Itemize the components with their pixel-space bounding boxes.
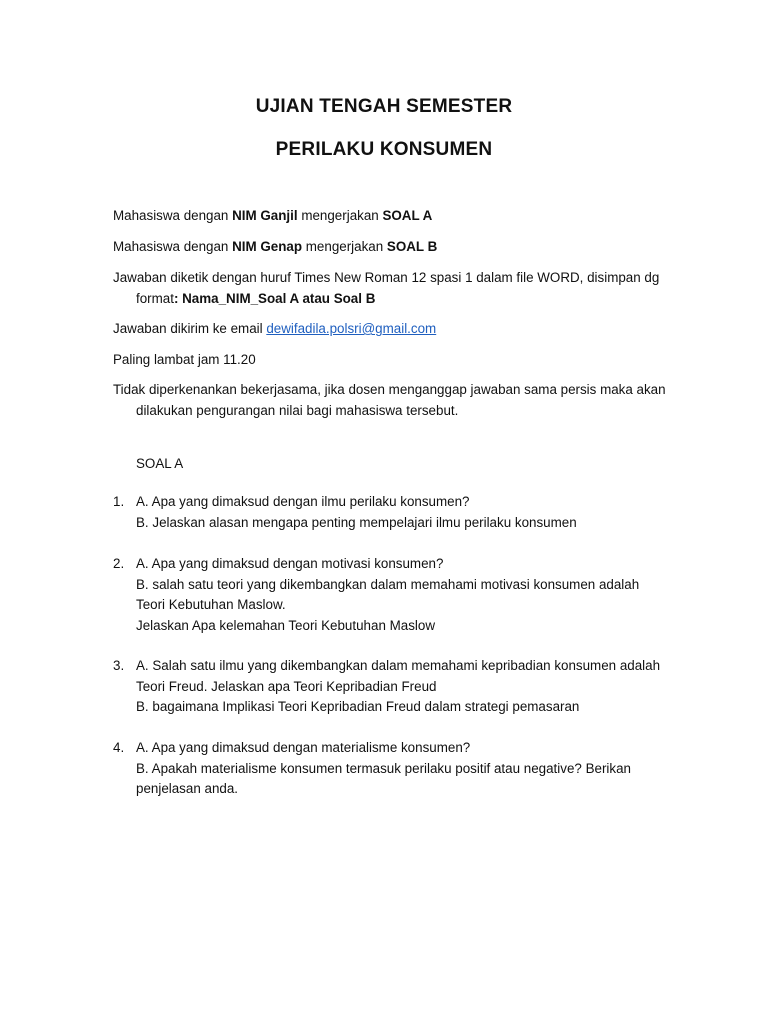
format-line-1: Jawaban diketik dengan huruf Times New Roman 12 spasi 1 dalam file WORD, disimpan dg [113, 270, 660, 285]
question-number: 2. [113, 556, 125, 571]
instruction-rule [113, 379, 693, 421]
email-link[interactable]: dewifadila.polsri@gmail.com [266, 321, 437, 336]
instruction-ganjil [113, 205, 693, 226]
instruction-format [113, 267, 693, 309]
instruction-text: Mahasiswa dengan [113, 208, 233, 223]
question-line: A. Salah satu ilmu yang dikembangkan dalam memahami kepribadian konsumen adalah [136, 658, 661, 673]
format-label: format [136, 291, 174, 306]
rule-line-1: Tidak diperkenankan bekerjasama, jika dosen menganggap jawaban sama persis maka akan [113, 382, 666, 397]
question-line: Jelaskan Apa kelemahan Teori Kebutuhan Maslow [136, 617, 435, 633]
instruction-nim: NIM Ganjil [232, 208, 298, 223]
instruction-text: mengerjakan [297, 208, 383, 223]
question-number: 4. [113, 740, 125, 755]
question-line: B. Apakah materialisme konsumen termasuk perilaku positif atau negative? Berikan [136, 760, 631, 776]
instruction-deadline: Paling lambat jam 11.20 [113, 352, 256, 367]
question-number: 3. [113, 658, 125, 673]
page-subtitle: PERILAKU KONSUMEN [275, 139, 493, 160]
page-title: UJIAN TENGAH SEMESTER [255, 96, 513, 117]
question-line: A. Apa yang dimaksud dengan materialisme konsumen? [136, 740, 471, 755]
instruction-nim: NIM Genap [232, 239, 303, 254]
format-line-2 [113, 288, 693, 309]
question-line: B. Jelaskan alasan mengapa penting mempelajari ilmu perilaku konsumen [136, 514, 577, 530]
question-line: B. bagaimana Implikasi Teori Kepribadian Freud dalam strategi pemasaran [136, 699, 580, 714]
question-line: Teori Freud. Jelaskan apa Teori Kepribadian Freud [136, 678, 437, 694]
question-item [113, 656, 693, 718]
instruction-soal: SOAL B [386, 239, 438, 254]
question-line: penjelasan anda. [136, 781, 239, 796]
question-line: Teori Kebutuhan Maslow. [136, 597, 286, 612]
instruction-email [113, 318, 693, 339]
email-label: Jawaban dikirim ke email [113, 321, 267, 336]
question-item [113, 738, 693, 800]
format-filename: : Nama_NIM_Soal A atau Soal B [173, 291, 376, 306]
instruction-text: mengerjakan [302, 239, 387, 254]
instruction-text: Mahasiswa dengan [113, 239, 233, 254]
question-line: A. Apa yang dimaksud dengan ilmu perilaku konsumen? [136, 494, 470, 509]
question-line: A. Apa yang dimaksud dengan motivasi konsumen? [136, 556, 444, 571]
instruction-genap [113, 236, 693, 257]
question-item [113, 554, 693, 636]
rule-line-2: dilakukan pengurangan nilai bagi mahasiswa tersebut. [136, 403, 459, 418]
question-item [113, 492, 693, 533]
question-line: B. salah satu teori yang dikembangkan dalam memahami motivasi konsumen adalah [136, 576, 640, 592]
question-number: 1. [113, 494, 125, 509]
instruction-soal: SOAL A [382, 208, 433, 223]
soal-heading: SOAL A [136, 456, 184, 471]
